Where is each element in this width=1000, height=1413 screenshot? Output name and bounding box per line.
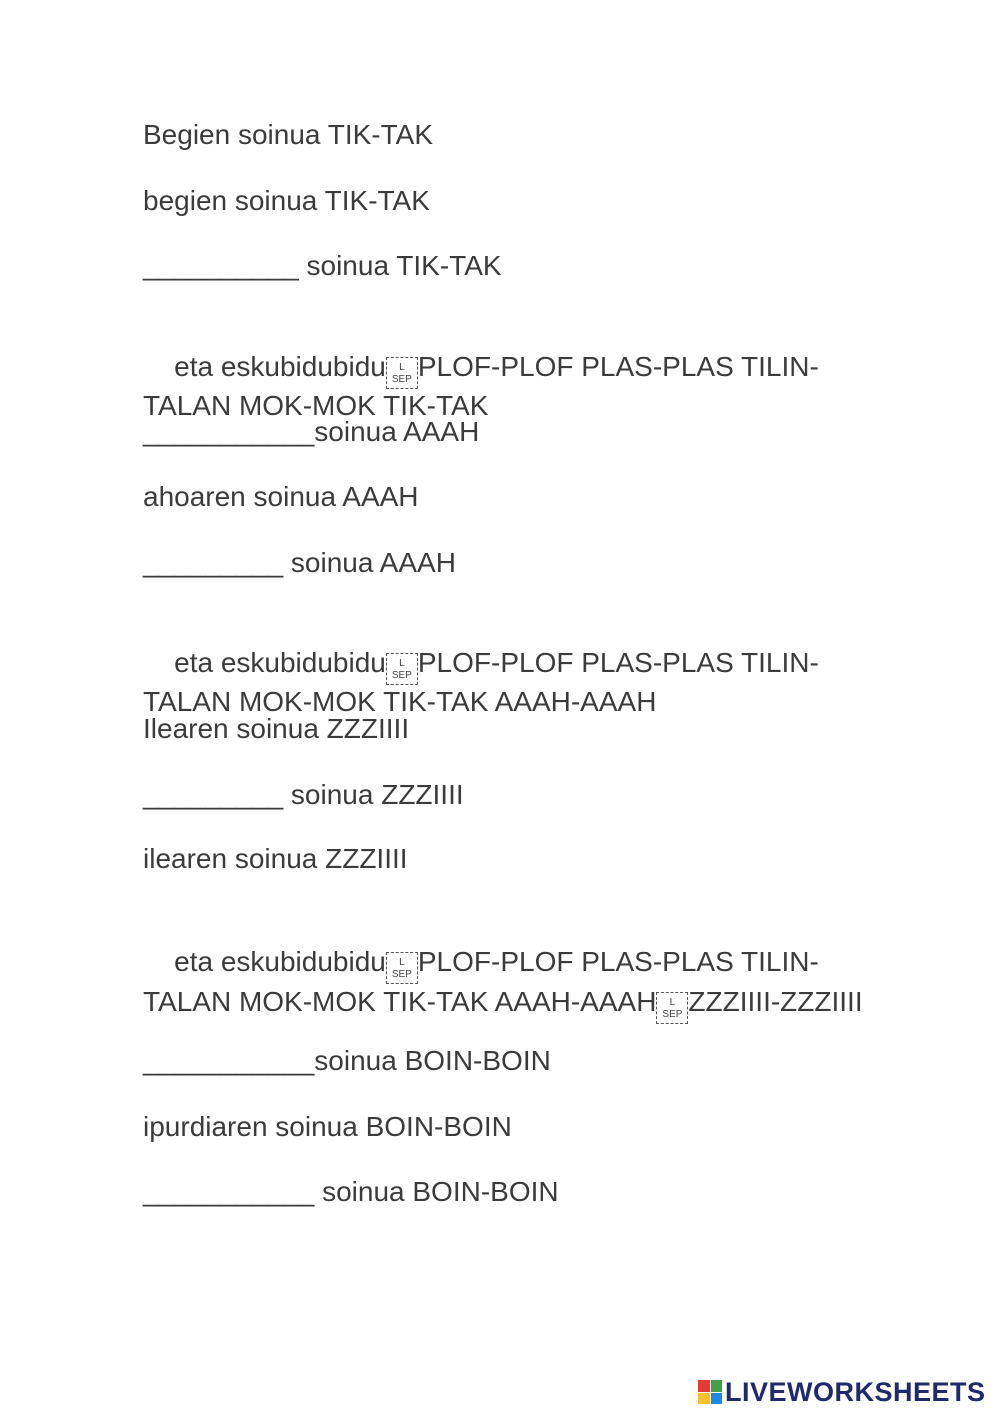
song-line-2: begien soinua TIK-TAK (143, 185, 430, 216)
chorus-3-part-c: ZZZIIII-ZZZIIII (688, 986, 863, 1017)
song-line-1: Begien soinua TIK-TAK (143, 119, 434, 150)
logo-square (698, 1393, 710, 1405)
chorus-3-part-b: PLOF-PLOF PLAS-PLAS TILIN-TALAN MOK-MOK TIK-TAK AAAH-AAAH (143, 946, 819, 1017)
logo-square (698, 1380, 710, 1392)
separator-glyph: L SEP (386, 357, 418, 389)
song-line-7: _________ soinua AAAH (143, 547, 456, 578)
song-line-15: ___________ soinua BOIN-BOIN (143, 1176, 559, 1207)
logo-square (711, 1393, 723, 1405)
chorus-2-part-b: PLOF-PLOF PLAS-PLAS TILIN-TALAN MOK-MOK TIK-TAK AAAH-AAAH (143, 647, 819, 717)
song-line-13: ___________soinua BOIN-BOIN (143, 1045, 551, 1076)
song-line-14: ipurdiaren soinua BOIN-BOIN (143, 1111, 512, 1142)
song-line-9: Ilearen soinua ZZZIIII (143, 713, 410, 744)
chorus-1-part-a: eta eskubidubidu (174, 351, 386, 382)
song-line-3: __________ soinua TIK-TAK (143, 250, 502, 281)
chorus-3-part-a: eta eskubidubidu (174, 946, 386, 977)
chorus-2-part-a: eta eskubidubidu (174, 647, 386, 678)
logo-text: LIVEWORKSHEETS (725, 1376, 986, 1407)
chorus-1-part-b: PLOF-PLOF PLAS-PLAS TILIN-TALAN MOK-MOK TIK-TAK (143, 351, 819, 421)
liveworksheets-logo-icon (698, 1380, 722, 1404)
separator-glyph: L SEP (656, 992, 688, 1024)
liveworksheets-logo[interactable] (698, 1375, 986, 1409)
logo-square (711, 1380, 723, 1392)
song-line-11: ilearen soinua ZZZIIII (143, 843, 408, 874)
song-line-5: ___________soinua AAAH (143, 416, 480, 447)
song-line-6: ahoaren soinua AAAH (143, 481, 419, 512)
chorus-line-3 (143, 908, 863, 1060)
song-line-10: _________ soinua ZZZIIII (143, 779, 464, 810)
separator-glyph: L SEP (386, 952, 418, 984)
separator-glyph: L SEP (386, 653, 418, 685)
